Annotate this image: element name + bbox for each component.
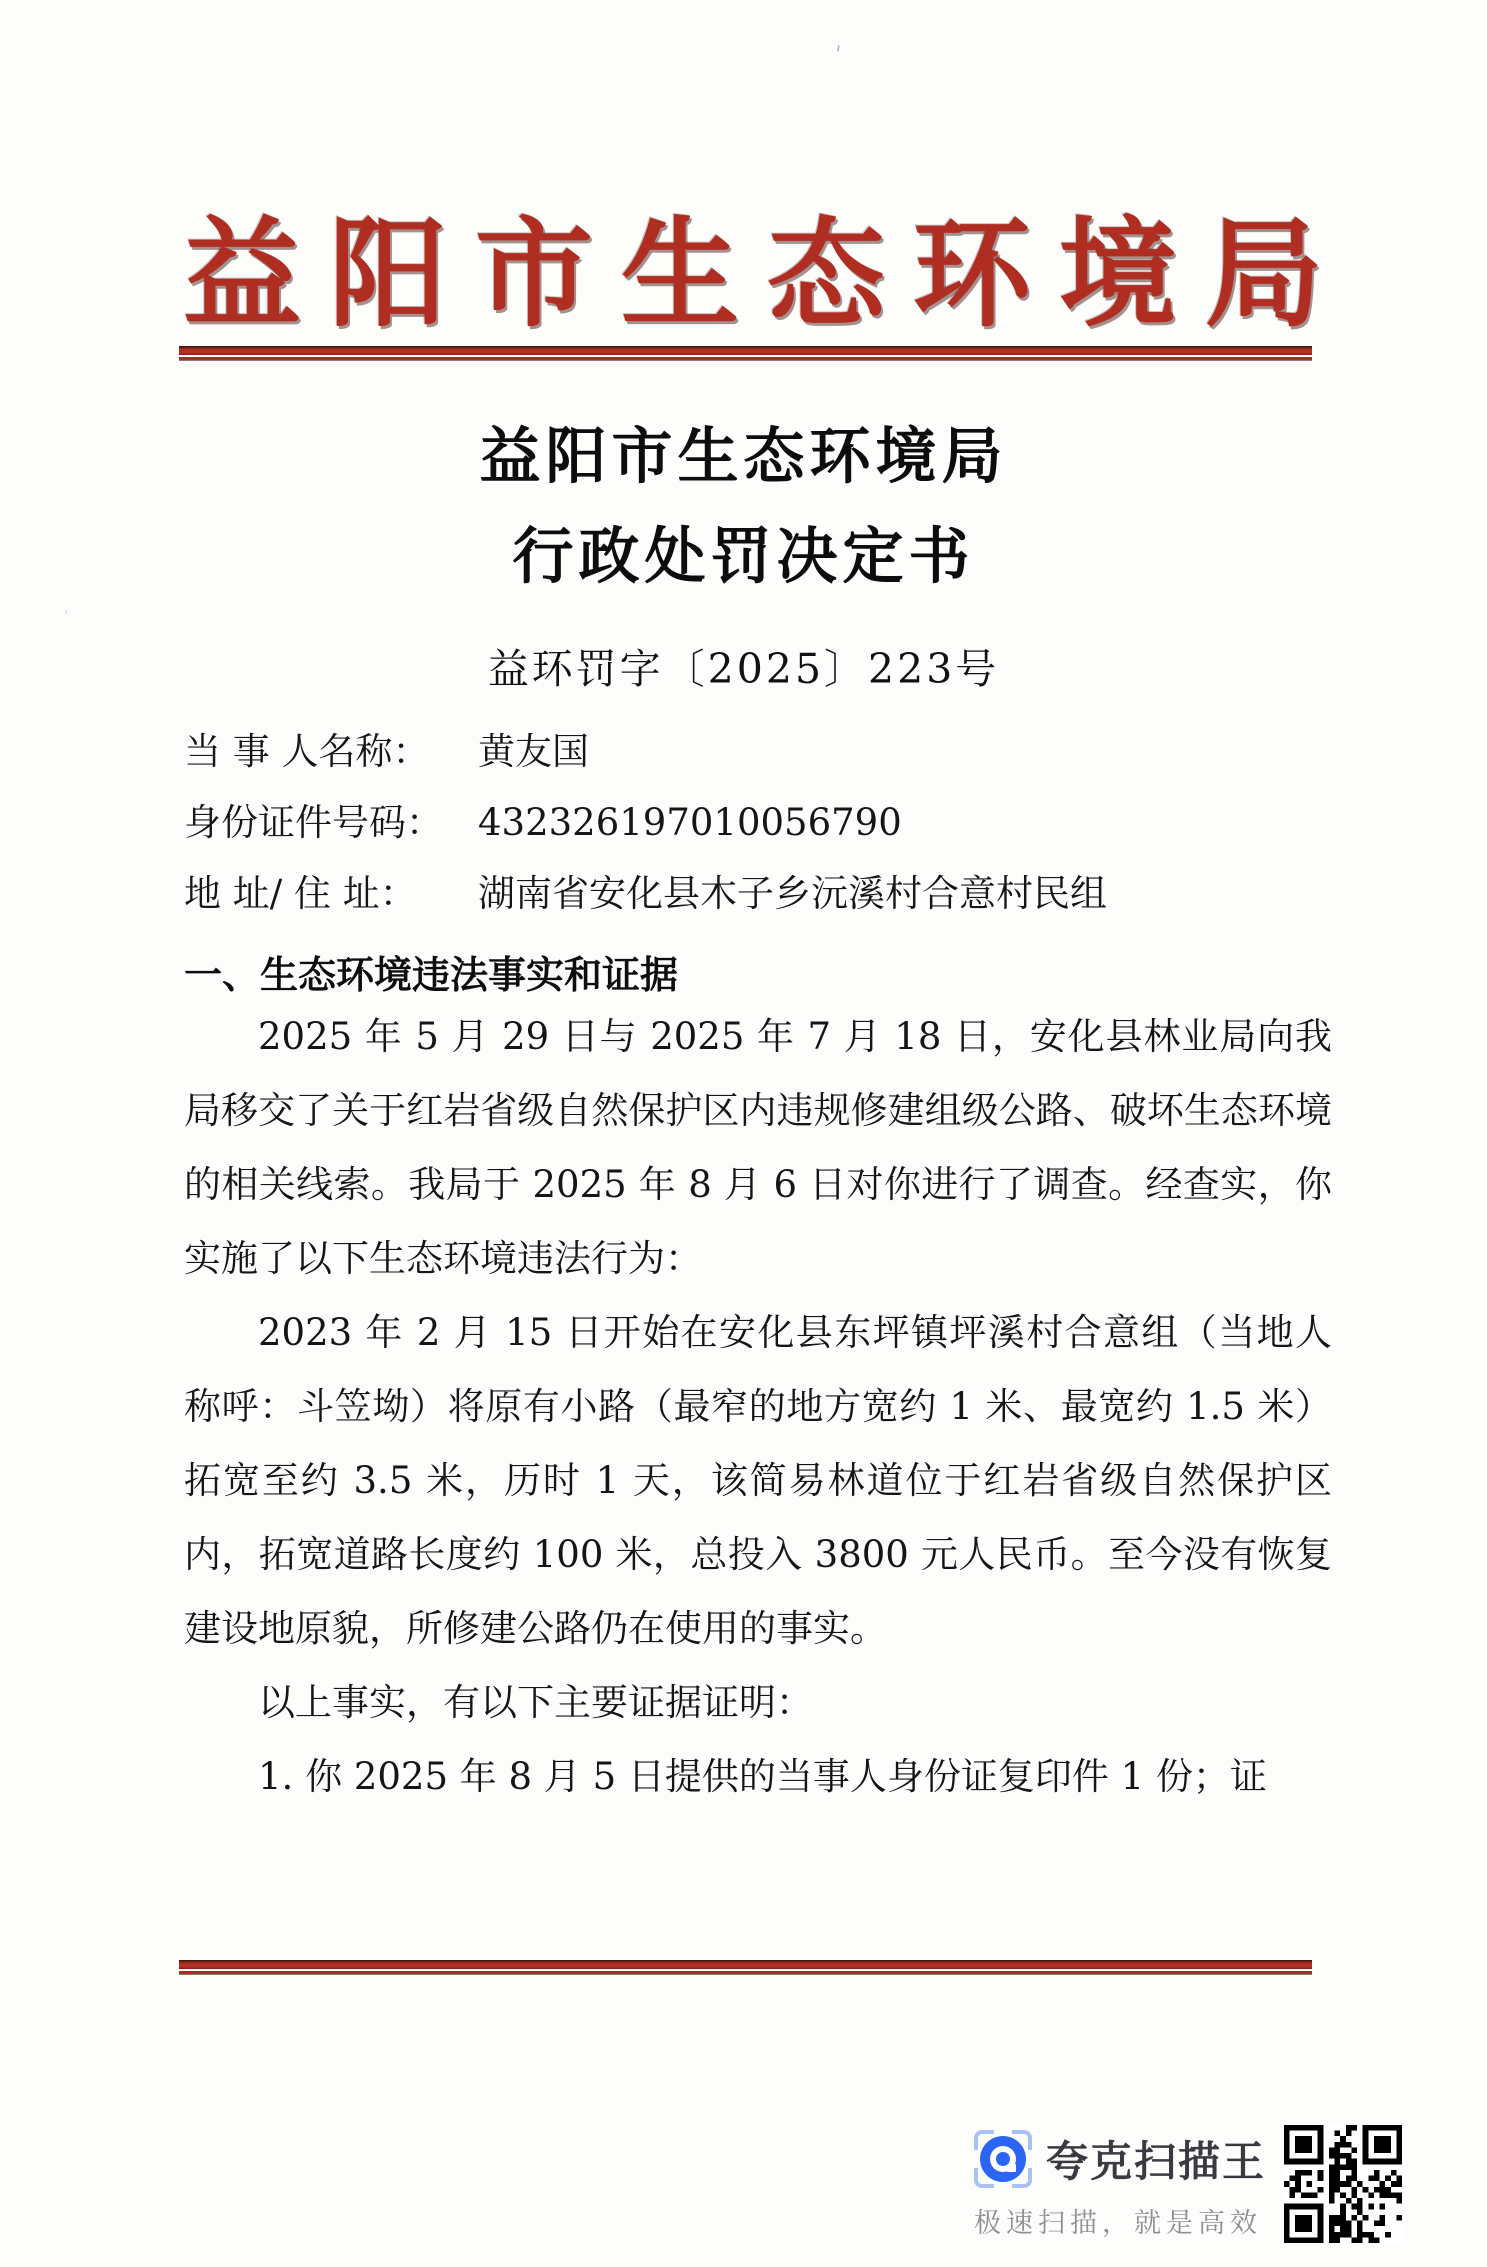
party-name-value: 黄友国 <box>478 730 589 773</box>
letterhead-agency-name: 益 阳 市 生 态 环 境 局 <box>183 204 1323 343</box>
scan-noise-mark: ' <box>831 41 843 68</box>
qr-code <box>1284 2125 1402 2243</box>
party-address-row <box>184 858 1334 929</box>
body-paragraph-3: 以上事实，有以下主要证据证明： <box>258 1681 813 1724</box>
party-info-block <box>184 716 1334 929</box>
scanner-watermark <box>974 2118 1452 2250</box>
document-number: 益环罚字〔2025〕223号 <box>487 645 1000 693</box>
document-title-line1: 益阳市生态环境局 <box>479 421 1008 492</box>
scanner-watermark-text-block <box>974 2129 1266 2240</box>
scanner-slogan: 极速扫描，就是高效 <box>974 2207 1262 2239</box>
party-name-label: 当 事 人名称： <box>184 730 430 773</box>
document-title-line2: 行政处罚决定书 <box>512 521 975 592</box>
scanner-app-name: 夸克扫描王 <box>1046 2136 1267 2186</box>
footer-divider-line <box>179 1960 1312 1974</box>
body-paragraph-4: 1. 你 2025 年 8 月 5 日提供的当事人身份证复印件 1 份；证 <box>258 1755 1267 1798</box>
letterhead-divider-line <box>179 346 1312 360</box>
party-id-row <box>184 787 1334 858</box>
party-id-value: 432326197010056790 <box>478 801 902 844</box>
section1-heading: 一、生态环境违法事实和证据 <box>184 952 679 997</box>
party-address-value: 湖南省安化县木子乡沅溪村合意村民组 <box>478 872 1107 915</box>
scan-noise-mark: ‚ <box>64 600 69 616</box>
party-id-label: 身份证件号码： <box>184 801 443 844</box>
party-address-label: 地 址/ 住 址： <box>184 872 417 915</box>
body-paragraph-1: 2025 年 5 月 29 日与 2025 年 7 月 18 日，安化县林业局向我局移交了关于红岩省级自然保护区内违规修建组级公路、破坏生态环境的相关线索。我局于 2025 年 8 月 6 日对你进行了调查。经查实，你实施了以下生态环境违法行为： <box>184 1015 1332 1280</box>
body-paragraph-2: 2023 年 2 月 15 日开始在安化县东坪镇坪溪村合意组（当地人称呼：斗笠坳）将原有小路（最窄的地方宽约 1 米、最宽约 1.5 米）拓宽至约 3.5 米，历时 1 天，该简易林道位于红岩省级自然保护区内，拓宽道路长度约 100 米，总投入 3800 元人民币。至今没有恢复建设地原貌，所修建公路仍在使用的事实。 <box>184 1311 1332 1650</box>
quark-scanner-logo-icon <box>974 2130 1032 2188</box>
party-name-row <box>184 716 1334 787</box>
